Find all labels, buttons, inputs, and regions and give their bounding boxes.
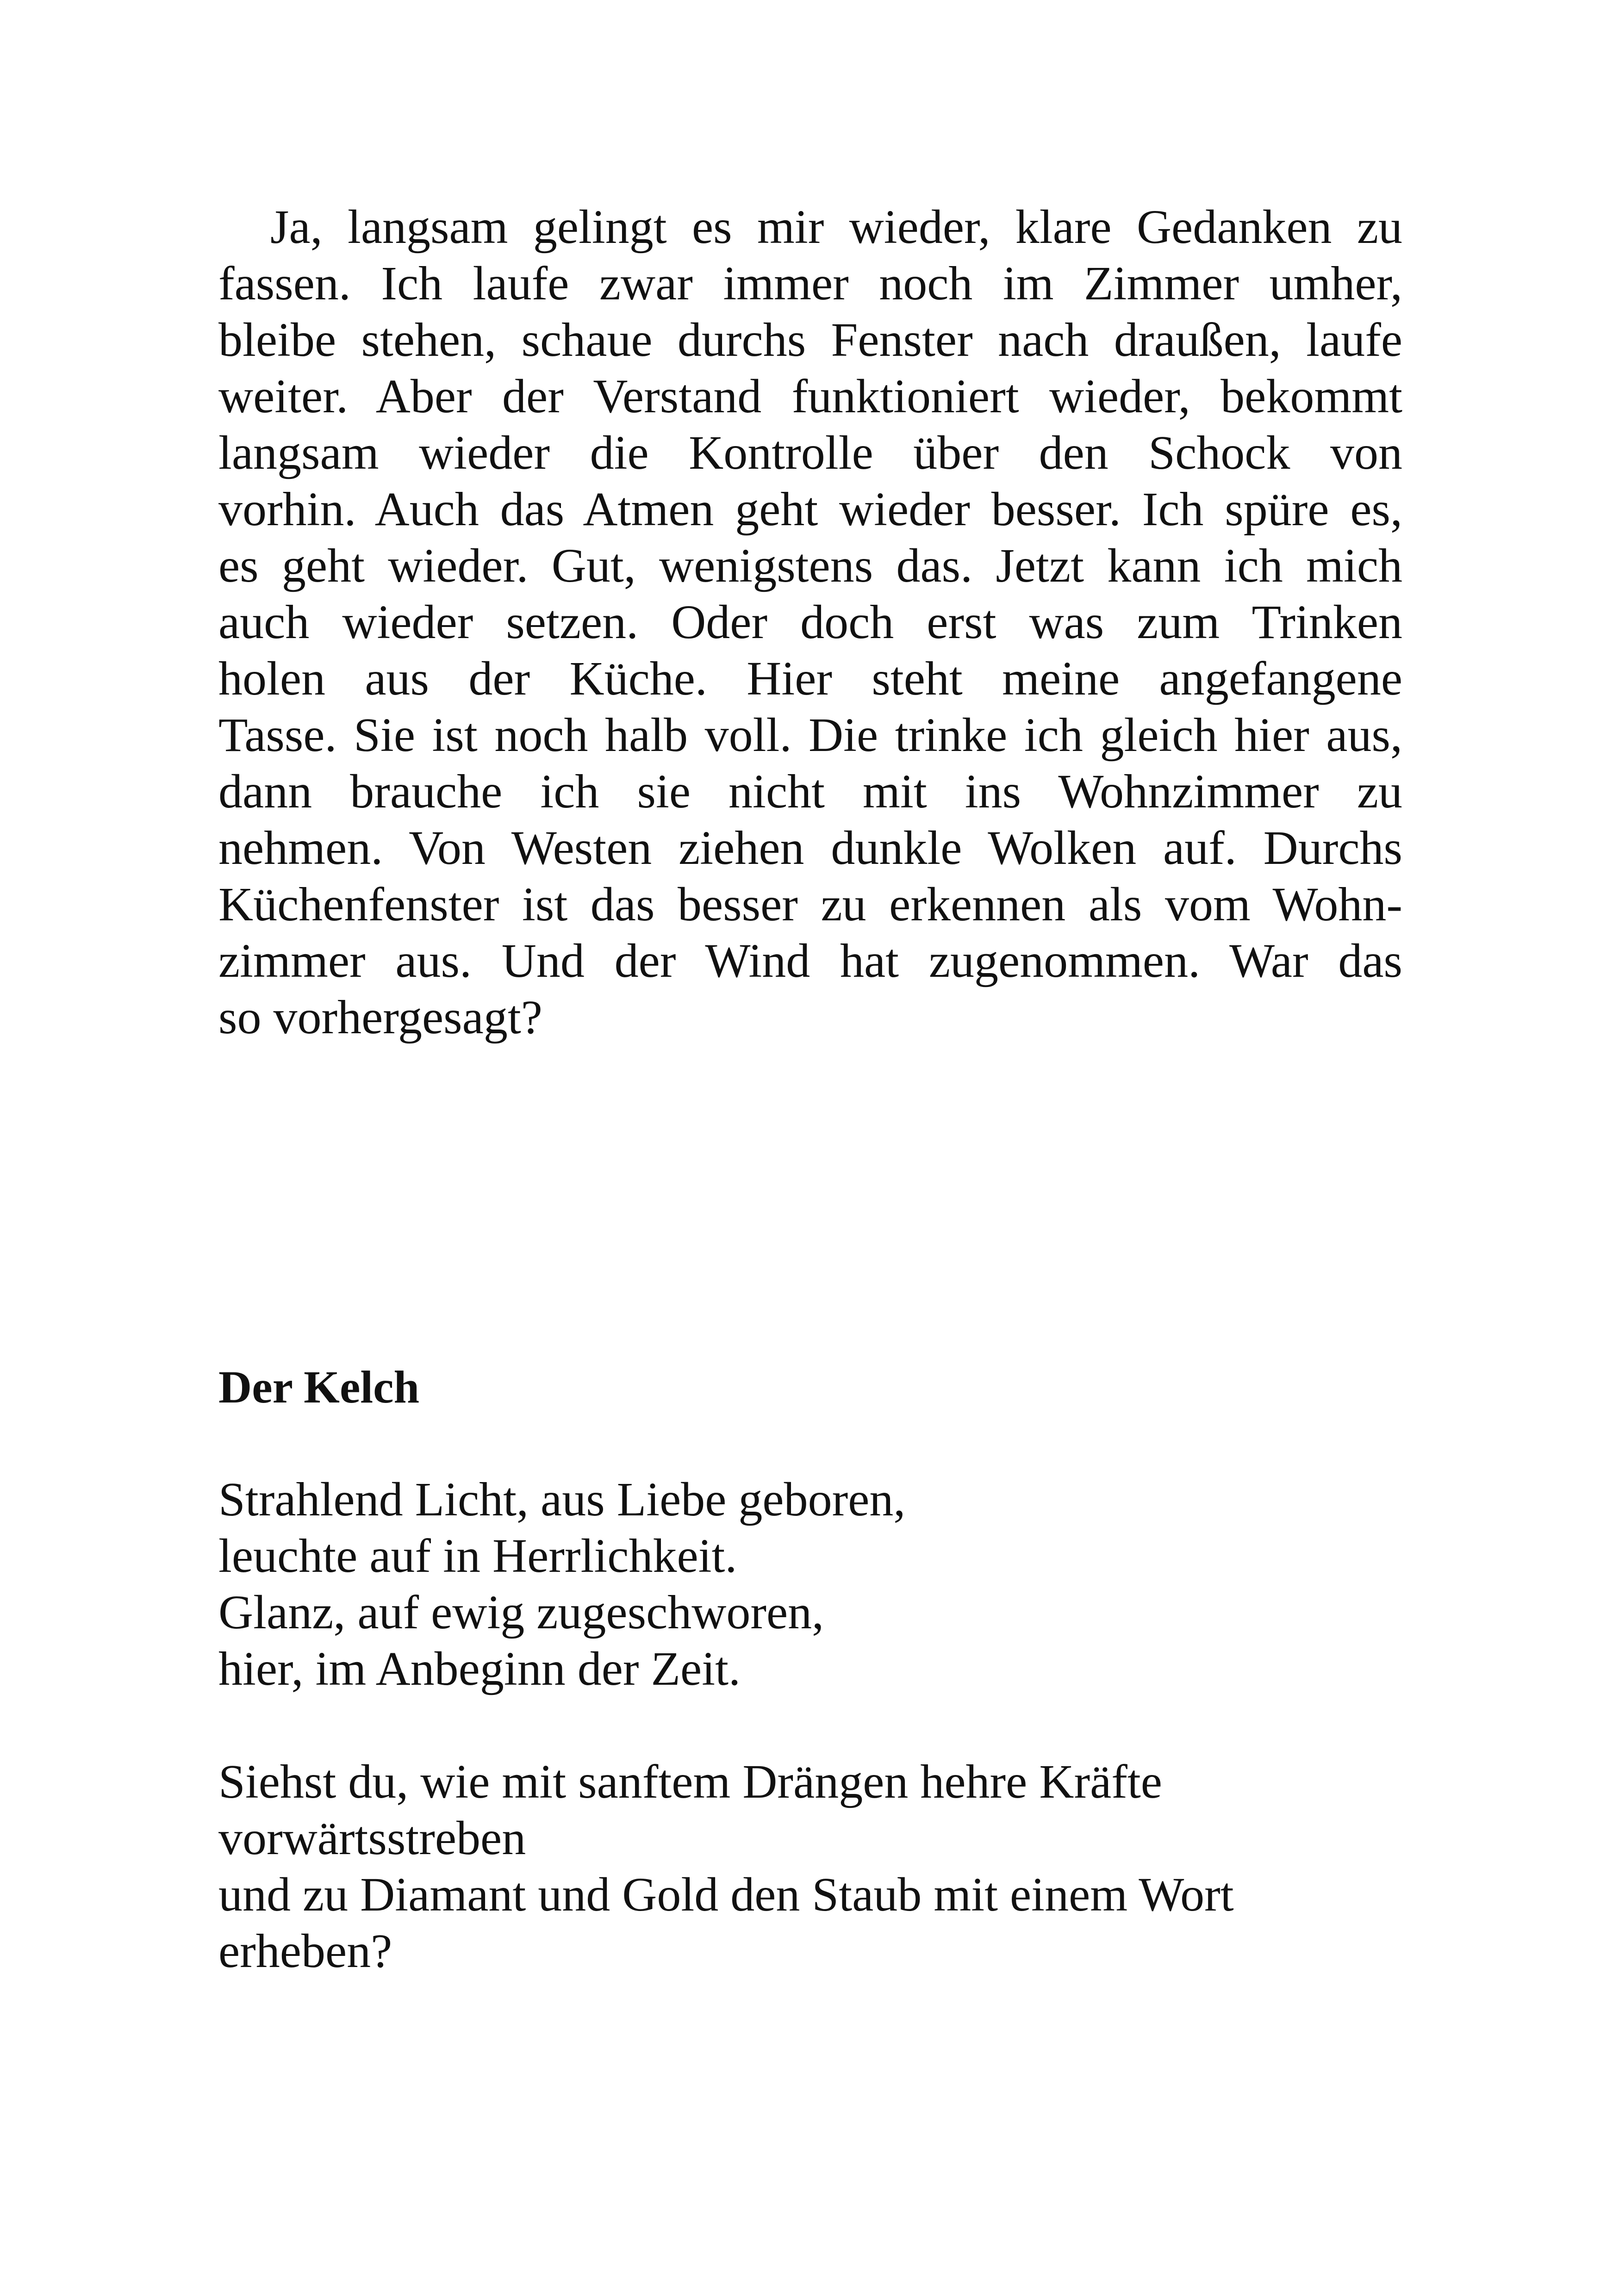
verse-line: vorwärtsstreben [218, 1812, 526, 1865]
prose-line: holen aus der Küche. Hier steht meine angefangene [218, 652, 1402, 705]
prose-line: vorhin. Auch das Atmen geht wieder besser. Ich spüre es, [218, 483, 1402, 536]
poem-stanza-1 [218, 1471, 1422, 1697]
prose-line: so vorhergesagt? [218, 991, 542, 1044]
verse-line: Siehst du, wie mit sanftem Drängen hehre Kräfte [218, 1755, 1162, 1808]
prose-line: es geht wieder. Gut, wenigstens das. Jetzt kann ich mich [218, 539, 1402, 592]
verse-line: hier, im Anbeginn der Zeit. [218, 1642, 741, 1695]
prose-line: zimmer aus. Und der Wind hat zugenommen. War das [218, 934, 1402, 987]
verse-line: und zu Diamant und Gold den Staub mit einem Wort [218, 1868, 1234, 1921]
verse-line: Glanz, auf ewig zugeschworen, [218, 1586, 824, 1639]
prose-line: Tasse. Sie ist noch halb voll. Die trinke ich gleich hier aus, [218, 708, 1402, 762]
verse-line: Strahlend Licht, aus Liebe geboren, [218, 1473, 906, 1526]
prose-line: Küchenfenster ist das besser zu erkennen als vom Wohn- [218, 878, 1402, 931]
prose-line: nehmen. Von Westen ziehen dunkle Wolken auf. Durchs [218, 821, 1402, 875]
prose-line: Ja, langsam gelingt es mir wieder, klare Gedanken zu [270, 200, 1402, 254]
prose-line: weiter. Aber der Verstand funktioniert wieder, bekommt [218, 370, 1402, 423]
prose-line: bleibe stehen, schaue durchs Fenster nach draußen, laufe [218, 313, 1402, 366]
prose-line: auch wieder setzen. Oder doch erst was zum Trinken [218, 596, 1402, 649]
poem-title: Der Kelch [218, 1361, 420, 1413]
prose-line: fassen. Ich laufe zwar immer noch im Zimmer umher, [218, 257, 1402, 310]
poem-stanza-2 [218, 1754, 1422, 1980]
verse-line: leuchte auf in Herrlichkeit. [218, 1529, 737, 1582]
verse-line: erheben? [218, 1924, 392, 1978]
prose-line: dann brauche ich sie nicht mit ins Wohnzimmer zu [218, 765, 1402, 818]
prose-line: langsam wieder die Kontrolle über den Schock von [218, 426, 1402, 479]
prose-paragraph [218, 199, 1402, 1046]
